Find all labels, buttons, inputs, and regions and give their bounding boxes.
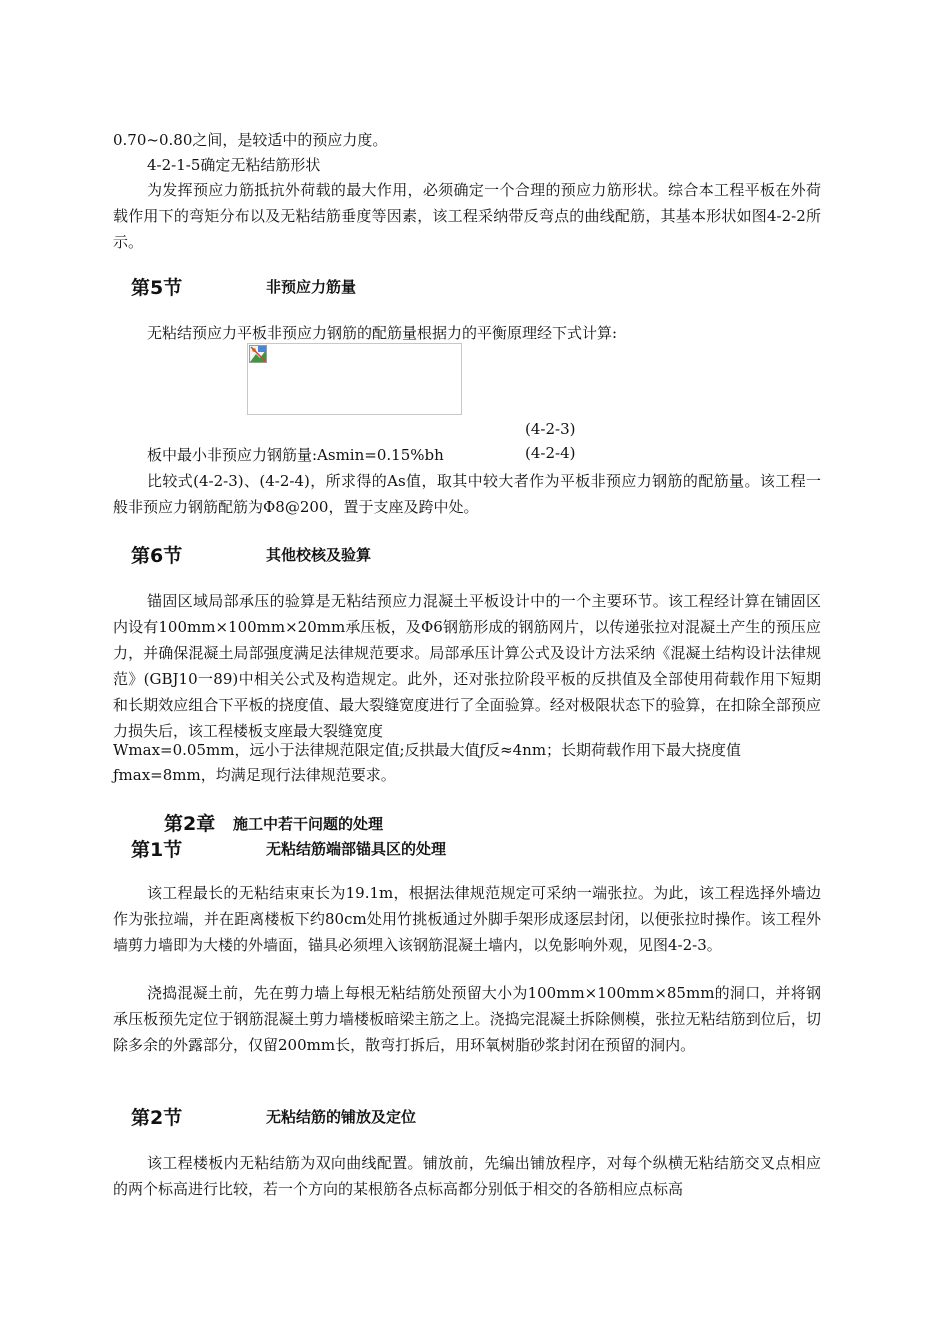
- section-number: 第6节: [131, 545, 183, 567]
- paragraph: 为发挥预应力筋抵抗外荷载的最大作用，必须确定一个合理的预应力筋形状。综合本工程平板在外荷载作用下的弯矩分布以及无粘结筋垂度等因素，该工程采纳带反弯点的曲线配筋，其基本形状如图4-2-2所示。: [113, 181, 821, 251]
- paragraph: 该工程楼板内无粘结筋为双向曲线配置。铺放前，先编出铺放程序，对每个纵横无粘结筋交叉点相应的两个标高进行比较，若一个方向的某根筋各点标高都分别低于相交的各筋相应点标高: [113, 1154, 821, 1198]
- paragraph: 浇捣混凝土前，先在剪力墙上每根无粘结筋处预留大小为100mm×100mm×85mm的洞口，并将钢承压板预先定位于钢筋混凝土剪力墙楼板暗梁主筋之上。浇捣完混凝土拆除侧模，张拉无粘结筋到位后，切除多余的外露部分，仅留200mm长，散弯打拆后，用环氧树脂砂浆封闭在预留的洞内。: [113, 984, 821, 1054]
- section-number: 第1节: [131, 839, 183, 861]
- section-title: 非预应力筋量: [266, 278, 357, 296]
- paragraph: 板中最小非预应力钢筋量:Asmin=0.15%bh: [147, 446, 444, 464]
- paragraph-continuation: Wmax=0.05mm，远小于法律规范限定值;反拱最大值ƒ反≈4nm；长期荷载作用下最大挠度值: [113, 741, 742, 759]
- section-title: 无粘结筋端部锚具区的处理: [266, 840, 447, 858]
- paragraph-continuation: ƒmax=8mm，均满足现行法律规范要求。: [113, 766, 396, 784]
- equation-number: (4-2-4): [525, 444, 576, 462]
- paragraph: 无粘结预应力平板非预应力钢筋的配筋量根据力的平衡原理经下式计算:: [147, 324, 618, 342]
- broken-image-icon: [249, 345, 267, 363]
- chapter-number: 第2章: [164, 813, 216, 835]
- section-title: 无粘结筋的铺放及定位: [266, 1108, 417, 1126]
- equation-number: (4-2-3): [525, 420, 576, 438]
- chapter-title: 施工中若干问题的处理: [233, 815, 384, 833]
- section-title: 其他校核及验算: [266, 546, 372, 564]
- section-number: 第2节: [131, 1107, 183, 1129]
- paragraph: 锚固区域局部承压的验算是无粘结预应力混凝土平板设计中的一个主要环节。该工程经计算在铺固区内设有100mm×100mm×20mm承压板，及Φ6钢筋形成的钢筋网片，以传递张拉对混凝土产生的预压应力，并确保混凝土局部强度满足法律规范要求。局部承压计算公式及设计方法采纳《混凝土结构设计法律规范》(GBJ10一89)中相关公式及构造规定。此外，还对张拉阶段平板的反拱值及全部使用荷载作用下短期和长期效应组合下平板的挠度值、最大裂缝宽度进行了全面验算。经对极限状态下的验算，在扣除全部预应力损失后，该工程楼板支座最大裂缝宽度: [113, 592, 821, 740]
- subsection-heading: 4-2-1-5确定无粘结筋形状: [147, 156, 321, 174]
- formula-image: [247, 343, 462, 415]
- paragraph: 该工程最长的无粘结束束长为19.1m，根据法律规范规定可采纳一端张拉。为此，该工程选择外墙边作为张拉端，并在距离楼板下约80cm处用竹挑板通过外脚手架形成逐层封闭，以便张拉时操作。该工程外墙剪力墙即为大楼的外墙面，锚具必须埋入该钢筋混凝土墙内，以免影响外观，见图4-2-3。: [113, 884, 821, 954]
- paragraph: 比较式(4-2-3)、(4-2-4)，所求得的As值，取其中较大者作为平板非预应力钢筋的配筋量。该工程一般非预应力钢筋配筋为Φ8@200，置于支座及跨中处。: [113, 472, 821, 516]
- paragraph: 0.70~0.80之间，是较适中的预应力度。: [113, 131, 388, 149]
- section-number: 第5节: [131, 277, 183, 299]
